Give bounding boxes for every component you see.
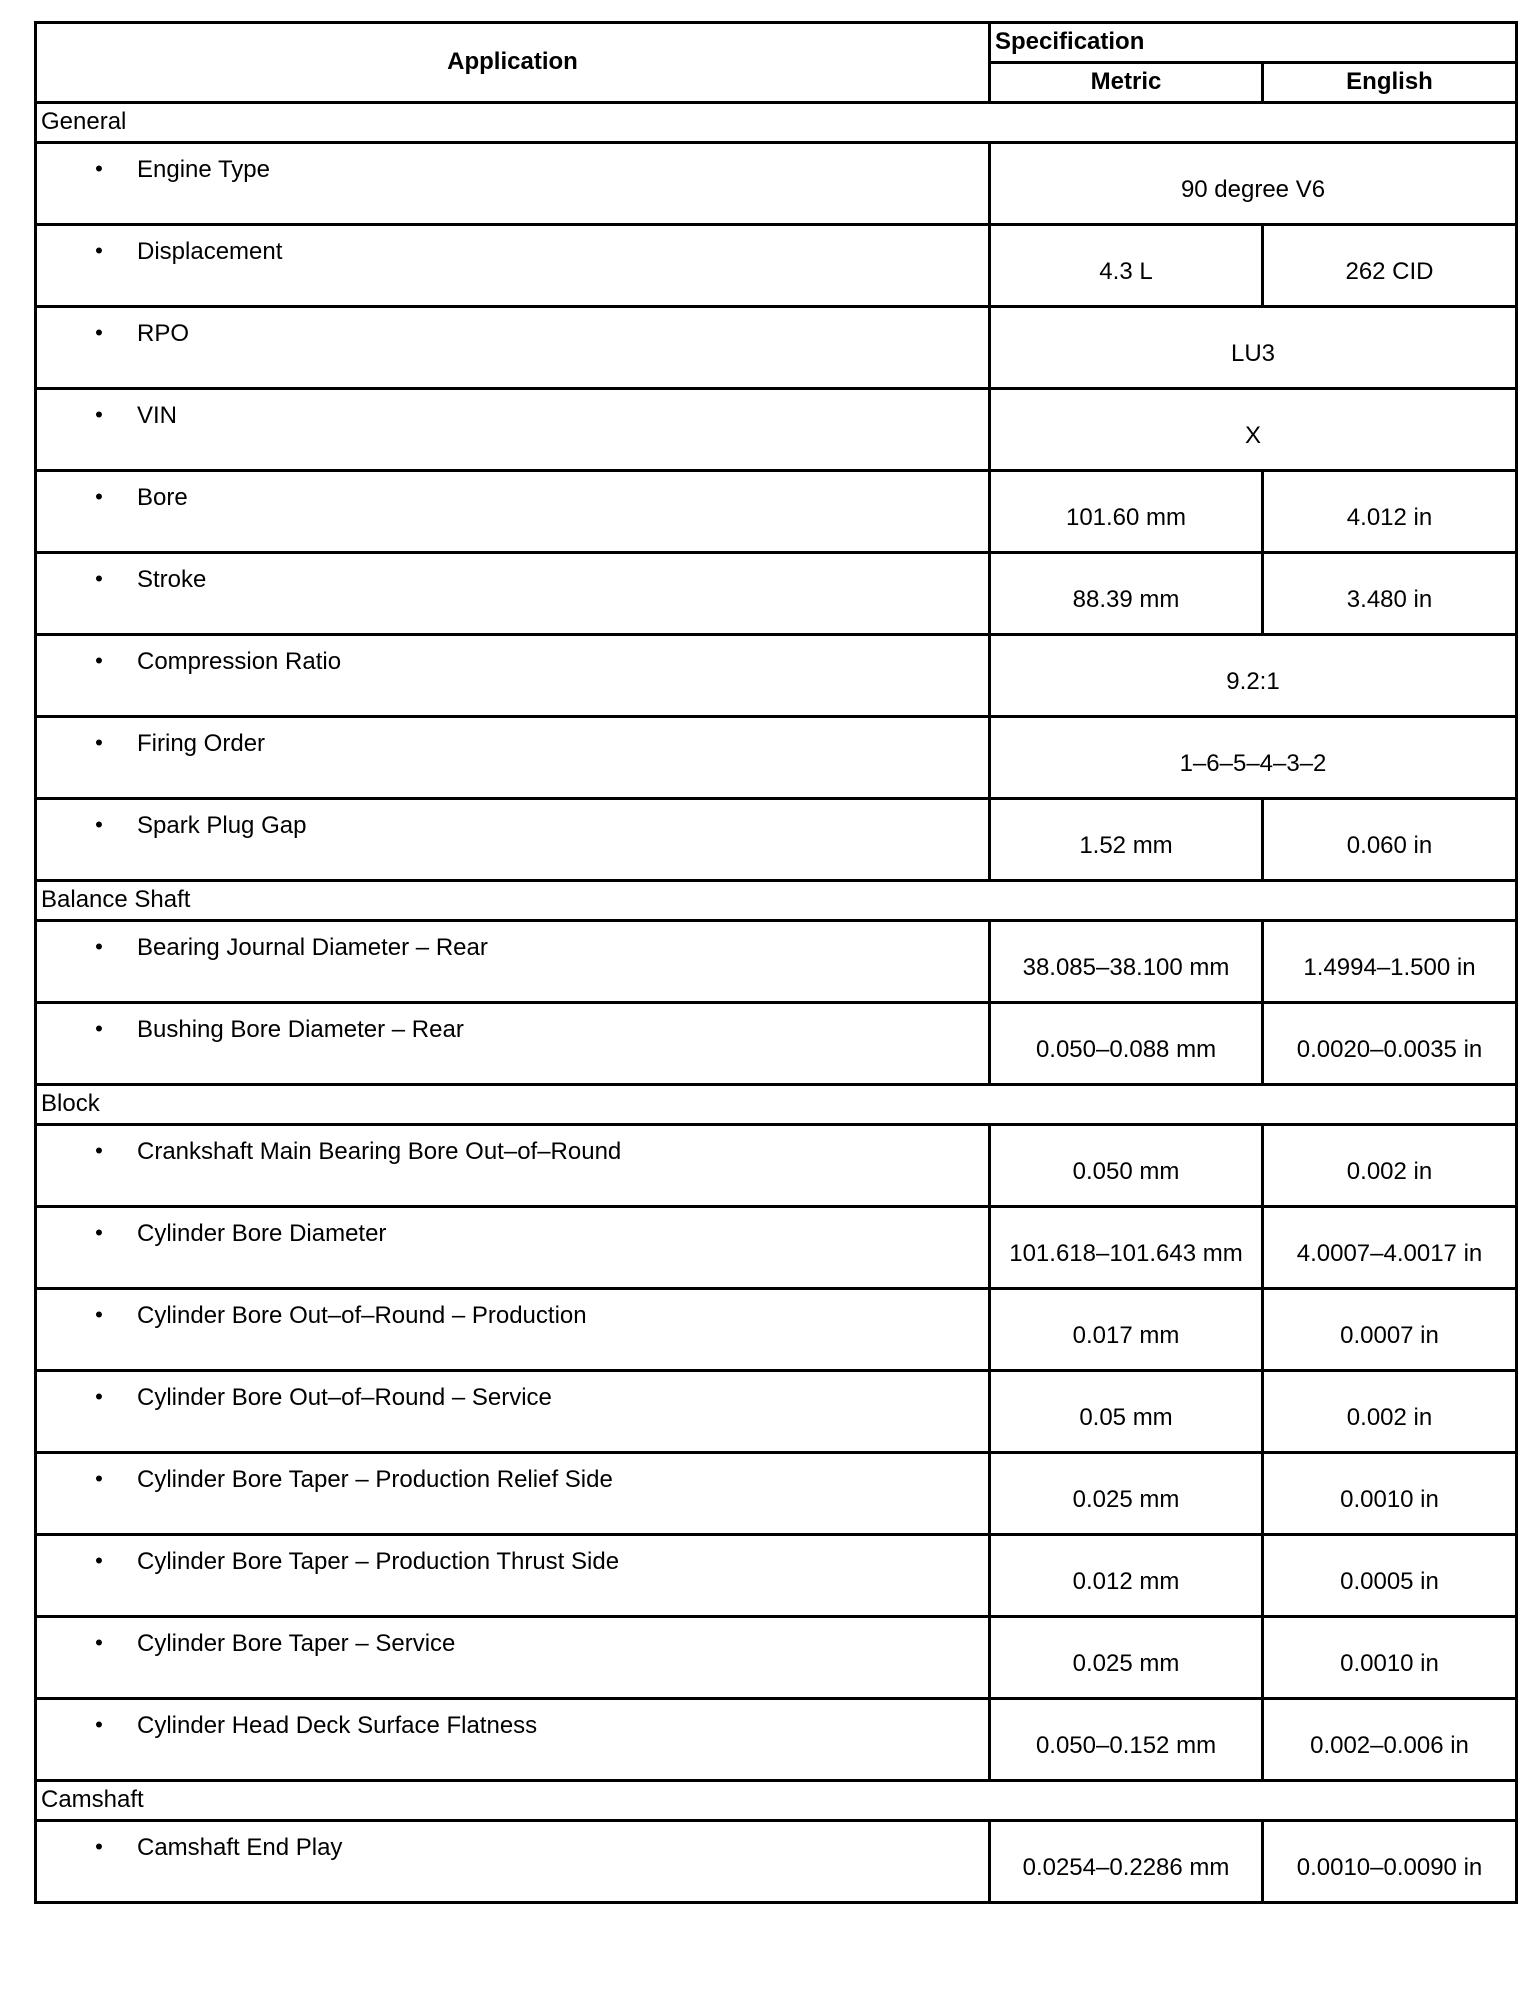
english-value: 4.0007–4.0017 in xyxy=(1263,1207,1517,1289)
metric-value: 4.3 L xyxy=(990,225,1263,307)
bullet-icon: • xyxy=(95,812,103,837)
application-label: Camshaft End Play xyxy=(137,1834,343,1861)
table-row xyxy=(36,1821,1517,1903)
table-row xyxy=(36,225,1517,307)
english-value: 0.002–0.006 in xyxy=(1263,1699,1517,1781)
metric-value: 1.52 mm xyxy=(990,799,1263,881)
spec-value: 1–6–5–4–3–2 xyxy=(990,717,1517,799)
bullet-icon: • xyxy=(95,402,103,427)
application-label: Bearing Journal Diameter – Rear xyxy=(137,934,488,961)
english-header: English xyxy=(1263,63,1517,103)
metric-value: 0.050–0.088 mm xyxy=(990,1003,1263,1085)
application-cell xyxy=(36,1125,990,1207)
bullet-icon: • xyxy=(95,934,103,959)
header-row-top xyxy=(36,23,1517,63)
spec-value: X xyxy=(990,389,1517,471)
application-label: Cylinder Head Deck Surface Flatness xyxy=(137,1712,538,1739)
application-cell xyxy=(36,1371,990,1453)
table-row xyxy=(36,1371,1517,1453)
section-row xyxy=(36,1085,1517,1125)
table-row xyxy=(36,1617,1517,1699)
application-label: RPO xyxy=(137,320,190,347)
application-cell xyxy=(36,717,990,799)
application-label: Displacement xyxy=(137,238,283,265)
table-row xyxy=(36,553,1517,635)
metric-value: 0.0254–0.2286 mm xyxy=(990,1821,1263,1903)
bullet-icon: • xyxy=(95,1630,103,1655)
table-row xyxy=(36,799,1517,881)
english-value: 0.0010–0.0090 in xyxy=(1263,1821,1517,1903)
application-cell xyxy=(36,1453,990,1535)
metric-value: 0.017 mm xyxy=(990,1289,1263,1371)
table-row xyxy=(36,1289,1517,1371)
application-cell xyxy=(36,1207,990,1289)
application-cell xyxy=(36,389,990,471)
bullet-icon: • xyxy=(95,484,103,509)
metric-value: 0.050 mm xyxy=(990,1125,1263,1207)
application-cell xyxy=(36,1289,990,1371)
bullet-icon: • xyxy=(95,648,103,673)
application-label: Cylinder Bore Diameter xyxy=(137,1220,387,1247)
bullet-icon: • xyxy=(95,320,103,345)
application-label: VIN xyxy=(137,402,178,429)
english-value: 262 CID xyxy=(1263,225,1517,307)
section-title: Block xyxy=(36,1085,1517,1125)
bullet-icon: • xyxy=(95,1220,103,1245)
specification-header: Specification xyxy=(990,23,1517,63)
application-label: Engine Type xyxy=(137,156,270,183)
application-label: Spark Plug Gap xyxy=(137,812,307,839)
english-value: 0.0007 in xyxy=(1263,1289,1517,1371)
spec-table xyxy=(34,21,1518,1904)
table-row xyxy=(36,1453,1517,1535)
bullet-icon: • xyxy=(95,1016,103,1041)
section-row xyxy=(36,103,1517,143)
metric-value: 0.012 mm xyxy=(990,1535,1263,1617)
application-label: Bushing Bore Diameter – Rear xyxy=(137,1016,464,1043)
metric-value: 0.050–0.152 mm xyxy=(990,1699,1263,1781)
table-row xyxy=(36,1699,1517,1781)
application-label: Bore xyxy=(137,484,188,511)
metric-value: 101.618–101.643 mm xyxy=(990,1207,1263,1289)
english-value: 3.480 in xyxy=(1263,553,1517,635)
application-cell xyxy=(36,307,990,389)
section-row xyxy=(36,881,1517,921)
application-label: Firing Order xyxy=(137,730,266,757)
bullet-icon: • xyxy=(95,238,103,263)
english-value: 0.002 in xyxy=(1263,1371,1517,1453)
bullet-icon: • xyxy=(95,566,103,591)
application-cell xyxy=(36,799,990,881)
table-row xyxy=(36,471,1517,553)
table-row xyxy=(36,389,1517,471)
application-label: Stroke xyxy=(137,566,207,593)
application-label: Cylinder Bore Out–of–Round – Service xyxy=(137,1384,552,1411)
application-label: Cylinder Bore Taper – Service xyxy=(137,1630,456,1657)
metric-value: 88.39 mm xyxy=(990,553,1263,635)
application-cell xyxy=(36,1699,990,1781)
application-header: Application xyxy=(36,23,990,103)
bullet-icon: • xyxy=(95,1834,103,1859)
application-label: Crankshaft Main Bearing Bore Out–of–Round xyxy=(137,1138,622,1165)
bullet-icon: • xyxy=(95,1712,103,1737)
application-label: Cylinder Bore Out–of–Round – Production xyxy=(137,1302,587,1329)
section-row xyxy=(36,1781,1517,1821)
spec-table-body xyxy=(36,23,1517,1903)
table-row xyxy=(36,307,1517,389)
table-row xyxy=(36,1535,1517,1617)
bullet-icon: • xyxy=(95,1548,103,1573)
english-value: 0.0005 in xyxy=(1263,1535,1517,1617)
table-row xyxy=(36,1125,1517,1207)
english-value: 0.002 in xyxy=(1263,1125,1517,1207)
bullet-icon: • xyxy=(95,1138,103,1163)
section-title: General xyxy=(36,103,1517,143)
english-value: 0.0020–0.0035 in xyxy=(1263,1003,1517,1085)
application-cell xyxy=(36,1821,990,1903)
application-label: Cylinder Bore Taper – Production Thrust Side xyxy=(137,1548,620,1575)
application-cell xyxy=(36,635,990,717)
spec-value: 9.2:1 xyxy=(990,635,1517,717)
table-row xyxy=(36,1003,1517,1085)
metric-value: 0.05 mm xyxy=(990,1371,1263,1453)
metric-value: 0.025 mm xyxy=(990,1617,1263,1699)
spec-value: LU3 xyxy=(990,307,1517,389)
application-cell xyxy=(36,143,990,225)
section-title: Balance Shaft xyxy=(36,881,1517,921)
english-value: 0.060 in xyxy=(1263,799,1517,881)
application-cell xyxy=(36,553,990,635)
application-cell xyxy=(36,1617,990,1699)
section-title: Camshaft xyxy=(36,1781,1517,1821)
metric-value: 0.025 mm xyxy=(990,1453,1263,1535)
application-label: Cylinder Bore Taper – Production Relief Side xyxy=(137,1466,613,1493)
application-label: Compression Ratio xyxy=(137,648,342,675)
application-cell xyxy=(36,471,990,553)
bullet-icon: • xyxy=(95,1302,103,1327)
table-row xyxy=(36,921,1517,1003)
english-value: 4.012 in xyxy=(1263,471,1517,553)
bullet-icon: • xyxy=(95,1466,103,1491)
spec-value: 90 degree V6 xyxy=(990,143,1517,225)
application-cell xyxy=(36,921,990,1003)
english-value: 0.0010 in xyxy=(1263,1453,1517,1535)
metric-header: Metric xyxy=(990,63,1263,103)
english-value: 0.0010 in xyxy=(1263,1617,1517,1699)
english-value: 1.4994–1.500 in xyxy=(1263,921,1517,1003)
table-row xyxy=(36,717,1517,799)
table-row xyxy=(36,1207,1517,1289)
bullet-icon: • xyxy=(95,730,103,755)
application-cell xyxy=(36,225,990,307)
table-row xyxy=(36,635,1517,717)
metric-value: 101.60 mm xyxy=(990,471,1263,553)
application-cell xyxy=(36,1003,990,1085)
bullet-icon: • xyxy=(95,156,103,181)
bullet-icon: • xyxy=(95,1384,103,1409)
application-cell xyxy=(36,1535,990,1617)
metric-value: 38.085–38.100 mm xyxy=(990,921,1263,1003)
table-row xyxy=(36,143,1517,225)
